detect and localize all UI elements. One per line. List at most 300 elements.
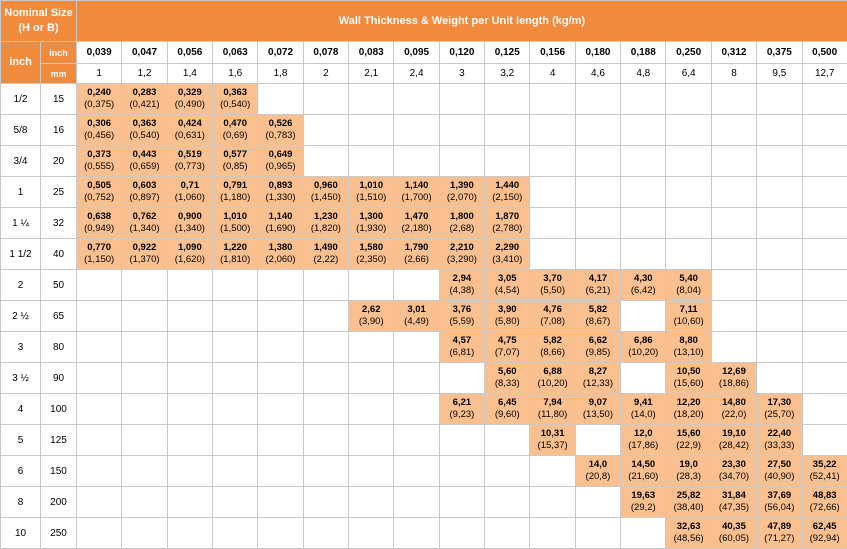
weight-cell — [530, 301, 575, 332]
weight-cell — [711, 425, 756, 456]
weight-cell — [802, 456, 847, 487]
weight-cell — [167, 146, 212, 177]
weight-alt-value: (11,80) — [537, 409, 568, 420]
table-row — [1, 425, 847, 456]
weight-value: 5,82 — [543, 335, 562, 346]
weight-alt-value: (0,69) — [222, 130, 248, 141]
weight-cell — [530, 425, 575, 456]
nominal-size-mm: 32 — [41, 208, 77, 239]
weight-cell — [439, 177, 484, 208]
weight-value: 5,40 — [679, 273, 698, 284]
empty-cell — [757, 84, 802, 115]
weight-alt-value: (22,9) — [676, 440, 702, 451]
weight-cell — [122, 177, 167, 208]
empty-cell — [530, 177, 575, 208]
table-row — [1, 146, 847, 177]
thickness-inch-header: 0,500 — [802, 42, 847, 64]
weight-cell — [167, 84, 212, 115]
weight-value: 19,63 — [631, 490, 656, 501]
weight-value: 12,69 — [722, 366, 746, 377]
empty-cell — [77, 363, 122, 394]
weight-value: 0,577 — [223, 149, 248, 160]
weight-value: 0,329 — [177, 87, 202, 98]
weight-cell — [122, 146, 167, 177]
nominal-size-inch: 6 — [1, 456, 41, 487]
empty-cell — [485, 487, 530, 518]
empty-cell — [394, 84, 439, 115]
empty-cell — [349, 518, 394, 549]
weight-cell — [485, 208, 530, 239]
thickness-mm-header: 6,4 — [666, 64, 711, 84]
weight-cell — [575, 301, 620, 332]
weight-cell — [711, 456, 756, 487]
weight-cell — [439, 332, 484, 363]
weight-cell — [349, 177, 394, 208]
weight-cell — [666, 363, 711, 394]
weight-value: 0,470 — [223, 118, 248, 129]
empty-cell — [258, 518, 303, 549]
weight-cell — [122, 115, 167, 146]
weight-value: 0,306 — [87, 118, 112, 129]
weight-value: 6,88 — [543, 366, 562, 377]
empty-cell — [77, 518, 122, 549]
empty-cell — [802, 394, 847, 425]
weight-cell — [213, 177, 258, 208]
empty-cell — [621, 115, 666, 146]
weight-value: 1,490 — [314, 242, 338, 253]
weight-cell — [666, 456, 711, 487]
empty-cell — [303, 270, 348, 301]
empty-cell — [575, 425, 620, 456]
empty-cell — [394, 332, 439, 363]
weight-cell — [349, 301, 394, 332]
empty-cell — [711, 270, 756, 301]
weight-alt-value: (21,60) — [628, 471, 659, 482]
weight-alt-value: (2,060) — [265, 254, 296, 265]
empty-cell — [122, 363, 167, 394]
empty-cell — [530, 239, 575, 270]
weight-alt-value: (13,50) — [582, 409, 613, 420]
weight-alt-value: (1,810) — [220, 254, 251, 265]
empty-cell — [167, 332, 212, 363]
empty-cell — [802, 363, 847, 394]
thickness-inch-header: 0,047 — [122, 42, 167, 64]
thickness-inch-header: 0,250 — [666, 42, 711, 64]
weight-cell — [167, 115, 212, 146]
weight-value: 0,373 — [87, 149, 112, 160]
nominal-size-inch: 2 ½ — [1, 301, 41, 332]
thickness-mm-header: 1,2 — [122, 64, 167, 84]
weight-alt-value: (3,290) — [446, 254, 477, 265]
empty-cell — [349, 146, 394, 177]
weight-alt-value: (8,04) — [676, 285, 702, 296]
empty-cell — [757, 270, 802, 301]
weight-cell — [757, 456, 802, 487]
weight-alt-value: (22,0) — [721, 409, 747, 420]
empty-cell — [757, 301, 802, 332]
weight-value: 0,922 — [132, 242, 157, 253]
empty-cell — [349, 84, 394, 115]
weight-value: 0,649 — [268, 149, 293, 160]
weight-cell — [666, 487, 711, 518]
thickness-inch-header: 0,039 — [77, 42, 122, 64]
thickness-mm-header: 1 — [77, 64, 122, 84]
weight-cell — [711, 487, 756, 518]
empty-cell — [666, 177, 711, 208]
nominal-size-inch: 3 ½ — [1, 363, 41, 394]
table-row — [1, 84, 847, 115]
weight-alt-value: (6,21) — [585, 285, 611, 296]
weight-cell — [757, 487, 802, 518]
empty-cell — [213, 332, 258, 363]
weight-alt-value: (0,85) — [222, 161, 248, 172]
empty-cell — [303, 363, 348, 394]
weight-alt-value: (18,20) — [673, 409, 704, 420]
weight-value: 4,57 — [452, 335, 472, 346]
empty-cell — [711, 177, 756, 208]
empty-cell — [258, 332, 303, 363]
weight-alt-value: (0,949) — [84, 223, 115, 234]
weight-cell — [711, 394, 756, 425]
nominal-size-mm: 100 — [41, 394, 77, 425]
empty-cell — [122, 332, 167, 363]
weight-value: 27,50 — [767, 459, 792, 470]
weight-value: 22,40 — [767, 428, 792, 439]
empty-cell — [303, 84, 348, 115]
weight-cell — [666, 394, 711, 425]
weight-cell — [485, 177, 530, 208]
weight-cell — [575, 394, 620, 425]
empty-cell — [122, 518, 167, 549]
empty-cell — [802, 177, 847, 208]
empty-cell — [258, 84, 303, 115]
weight-alt-value: (0,421) — [129, 99, 160, 110]
weight-value: 10,50 — [676, 366, 701, 377]
empty-cell — [213, 301, 258, 332]
empty-cell — [167, 456, 212, 487]
weight-cell — [122, 84, 167, 115]
empty-cell — [802, 208, 847, 239]
empty-cell — [167, 394, 212, 425]
thickness-inch-header: 0,120 — [439, 42, 484, 64]
weight-value: 14,50 — [631, 459, 656, 470]
weight-value: 1,220 — [223, 242, 248, 253]
empty-cell — [122, 301, 167, 332]
weight-cell — [439, 301, 484, 332]
weight-cell — [213, 146, 258, 177]
empty-cell — [575, 146, 620, 177]
empty-cell — [77, 270, 122, 301]
weight-alt-value: (17,86) — [628, 440, 659, 451]
weight-alt-value: (1,340) — [129, 223, 160, 234]
weight-alt-value: (1,180) — [220, 192, 251, 203]
weight-alt-value: (0,375) — [84, 99, 115, 110]
weight-cell — [485, 332, 530, 363]
empty-cell — [303, 146, 348, 177]
weight-alt-value: (10,20) — [628, 347, 659, 358]
empty-cell — [213, 425, 258, 456]
weight-cell — [258, 239, 303, 270]
weight-alt-value: (1,370) — [129, 254, 160, 265]
table-row — [1, 115, 847, 146]
thickness-inch-header: 0,180 — [575, 42, 620, 64]
empty-cell — [757, 239, 802, 270]
thickness-mm-header: 8 — [711, 64, 756, 84]
empty-cell — [621, 208, 666, 239]
weight-cell — [213, 239, 258, 270]
empty-cell — [258, 456, 303, 487]
weight-alt-value: (1,690) — [265, 223, 296, 234]
weight-alt-value: (8,67) — [585, 316, 611, 327]
weight-value: 23,30 — [722, 459, 746, 470]
weight-alt-value: (5,59) — [449, 316, 475, 327]
empty-cell — [349, 270, 394, 301]
empty-cell — [802, 146, 847, 177]
nominal-size-mm: 200 — [41, 487, 77, 518]
empty-cell — [575, 208, 620, 239]
weight-cell — [167, 208, 212, 239]
thickness-inch-header: 0,312 — [711, 42, 756, 64]
empty-cell — [349, 456, 394, 487]
table-title: Wall Thickness & Weight per Unit length (kg/m) — [77, 1, 847, 42]
weight-cell — [802, 518, 847, 549]
empty-cell — [394, 518, 439, 549]
weight-alt-value: (0,773) — [174, 161, 205, 172]
weight-cell — [802, 487, 847, 518]
empty-cell — [394, 363, 439, 394]
weight-cell — [349, 208, 394, 239]
weight-alt-value: (0,783) — [265, 130, 296, 141]
weight-alt-value: (2,66) — [404, 254, 429, 265]
thickness-mm-header: 1,8 — [258, 64, 303, 84]
weight-cell — [666, 270, 711, 301]
weight-alt-value: (10,20) — [537, 378, 568, 389]
empty-cell — [303, 487, 348, 518]
empty-cell — [711, 239, 756, 270]
thickness-inch-header: 0,078 — [303, 42, 348, 64]
weight-alt-value: (0,752) — [84, 192, 115, 203]
weight-cell — [439, 239, 484, 270]
empty-cell — [349, 115, 394, 146]
weight-cell — [575, 270, 620, 301]
weight-cell — [530, 332, 575, 363]
weight-alt-value: (1,500) — [220, 223, 251, 234]
empty-cell — [666, 84, 711, 115]
weight-cell — [621, 332, 666, 363]
weight-value: 1,870 — [495, 211, 520, 222]
weight-alt-value: (1,510) — [356, 192, 387, 203]
weight-cell — [485, 394, 530, 425]
empty-cell — [530, 146, 575, 177]
weight-alt-value: (0,490) — [174, 99, 205, 110]
weight-value: 0,283 — [132, 87, 157, 98]
weight-value: 6,45 — [498, 397, 517, 408]
weight-alt-value: (7,07) — [494, 347, 520, 358]
weight-alt-value: (9,60) — [494, 409, 520, 420]
empty-cell — [666, 208, 711, 239]
weight-alt-value: (1,820) — [310, 223, 341, 234]
weight-alt-value: (5,80) — [494, 316, 520, 327]
empty-cell — [575, 487, 620, 518]
thickness-inch-header: 0,156 — [530, 42, 575, 64]
table-row — [1, 456, 847, 487]
weight-alt-value: (28,3) — [676, 471, 702, 482]
empty-cell — [394, 456, 439, 487]
weight-alt-value: (28,42) — [718, 440, 750, 451]
empty-cell — [349, 363, 394, 394]
weight-alt-value: (40,90) — [764, 471, 795, 482]
empty-cell — [575, 239, 620, 270]
empty-cell — [530, 208, 575, 239]
weight-alt-value: (4,38) — [449, 285, 475, 296]
weight-alt-value: (71,27) — [764, 533, 795, 544]
empty-cell — [439, 425, 484, 456]
weight-cell — [621, 425, 666, 456]
weight-value: 3,90 — [498, 304, 517, 315]
empty-cell — [77, 487, 122, 518]
empty-cell — [757, 332, 802, 363]
nominal-size-inch: 5/8 — [1, 115, 41, 146]
weight-alt-value: (0,965) — [265, 161, 296, 172]
empty-cell — [349, 394, 394, 425]
empty-cell — [711, 301, 756, 332]
weight-value: 25,82 — [676, 490, 701, 501]
weight-alt-value: (6,81) — [449, 347, 475, 358]
empty-cell — [575, 177, 620, 208]
empty-cell — [394, 394, 439, 425]
table-row — [1, 487, 847, 518]
weight-value: 0,770 — [87, 242, 112, 253]
weight-value: 3,01 — [407, 304, 426, 315]
empty-cell — [303, 332, 348, 363]
inch-unit-label: inch — [41, 42, 77, 64]
empty-cell — [394, 425, 439, 456]
empty-cell — [802, 270, 847, 301]
weight-alt-value: (20,8) — [585, 471, 611, 482]
weight-cell — [439, 208, 484, 239]
empty-cell — [167, 487, 212, 518]
weight-value: 0,638 — [87, 211, 112, 222]
empty-cell — [575, 84, 620, 115]
nominal-size-inch: 1/2 — [1, 84, 41, 115]
weight-alt-value: (0,456) — [84, 130, 115, 141]
empty-cell — [621, 146, 666, 177]
empty-cell — [258, 394, 303, 425]
weight-alt-value: (4,49) — [404, 316, 429, 327]
empty-cell — [303, 394, 348, 425]
nominal-size-inch: 3 — [1, 332, 41, 363]
empty-cell — [621, 239, 666, 270]
weight-value: 1,140 — [404, 180, 429, 191]
thickness-mm-header: 9,5 — [757, 64, 802, 84]
weight-cell — [167, 239, 212, 270]
empty-cell — [802, 239, 847, 270]
empty-cell — [485, 456, 530, 487]
empty-cell — [621, 177, 666, 208]
weight-alt-value: (2,780) — [492, 223, 523, 234]
table-row — [1, 208, 847, 239]
weight-cell — [666, 301, 711, 332]
weight-cell — [303, 239, 348, 270]
nominal-size-mm: 80 — [41, 332, 77, 363]
empty-cell — [167, 270, 212, 301]
weight-alt-value: (1,340) — [174, 223, 205, 234]
empty-cell — [666, 146, 711, 177]
weight-alt-value: (38,40) — [673, 502, 704, 513]
weight-cell — [439, 394, 484, 425]
table-row — [1, 239, 847, 270]
empty-cell — [77, 456, 122, 487]
weight-cell — [77, 208, 122, 239]
weight-alt-value: (52,41) — [809, 471, 840, 482]
empty-cell — [530, 487, 575, 518]
empty-cell — [439, 456, 484, 487]
thickness-inch-header: 0,095 — [394, 42, 439, 64]
empty-cell — [167, 425, 212, 456]
weight-value: 0,505 — [87, 180, 112, 191]
empty-cell — [757, 177, 802, 208]
nominal-size-mm: 25 — [41, 177, 77, 208]
empty-cell — [122, 487, 167, 518]
empty-cell — [213, 270, 258, 301]
weight-value: 4,17 — [588, 273, 608, 284]
weight-alt-value: (14,0) — [630, 409, 656, 420]
weight-value: 1,090 — [177, 242, 202, 253]
weight-cell — [757, 425, 802, 456]
weight-value: 2,94 — [452, 273, 472, 284]
weight-value: 5,60 — [498, 366, 517, 377]
weight-value: 1,140 — [268, 211, 293, 222]
row-unit-header: inch — [1, 42, 41, 84]
empty-cell — [711, 208, 756, 239]
weight-cell — [757, 394, 802, 425]
mm-unit-label: mm — [41, 64, 77, 84]
weight-cell — [485, 270, 530, 301]
weight-value: 17,30 — [767, 397, 792, 408]
weight-alt-value: (8,66) — [540, 347, 566, 358]
weight-value: 0,71 — [180, 180, 200, 191]
nominal-size-label: Nominal Size — [4, 7, 73, 19]
weight-value: 5,82 — [588, 304, 608, 315]
weight-alt-value: (72,66) — [809, 502, 840, 513]
weight-value: 6,62 — [588, 335, 608, 346]
weight-alt-value: (18,86) — [718, 378, 750, 389]
nominal-size-inch: 10 — [1, 518, 41, 549]
empty-cell — [666, 115, 711, 146]
weight-alt-value: (2,150) — [492, 192, 523, 203]
weight-value: 1,790 — [404, 242, 429, 253]
weight-value: 2,210 — [450, 242, 474, 253]
weight-cell — [213, 208, 258, 239]
weight-cell — [258, 177, 303, 208]
empty-cell — [757, 115, 802, 146]
table-row — [1, 518, 847, 549]
empty-cell — [303, 518, 348, 549]
empty-cell — [394, 270, 439, 301]
empty-cell — [349, 487, 394, 518]
weight-alt-value: (3,90) — [358, 316, 384, 327]
weight-cell — [485, 239, 530, 270]
weight-value: 7,11 — [679, 304, 698, 315]
table-row — [1, 301, 847, 332]
weight-value: 14,0 — [588, 459, 608, 470]
weight-cell — [77, 177, 122, 208]
empty-cell — [349, 332, 394, 363]
empty-cell — [303, 456, 348, 487]
weight-alt-value: (48,56) — [673, 533, 704, 544]
weight-value: 35,22 — [812, 459, 837, 470]
empty-cell — [757, 363, 802, 394]
